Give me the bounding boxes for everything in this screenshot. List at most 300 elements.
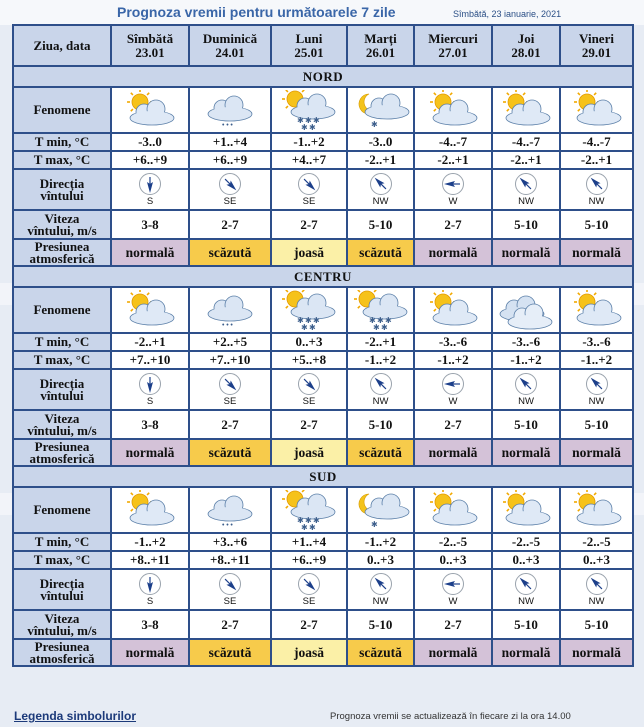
sun-cloud-snow-icon — [271, 287, 347, 333]
phenomena-label-text: Fenomene — [33, 302, 91, 317]
pressure-label-text: Presiunea — [34, 438, 90, 454]
compass-arrow-icon — [493, 172, 559, 196]
wind-speed-label — [13, 410, 111, 439]
svg-text:✱: ✱ — [305, 116, 312, 125]
tmin-value: 0..+3 — [271, 333, 347, 351]
wind-direction-row — [13, 169, 633, 210]
tmin-value: -4..-7 — [414, 133, 492, 151]
tmin-label-text: T min, °C — [34, 134, 90, 149]
wind-direction-text: SE — [302, 396, 316, 407]
wind-speed-row — [13, 610, 633, 639]
wind-direction-cell — [111, 169, 189, 210]
phenomena-label-text: Fenomene — [33, 502, 91, 517]
day-date: 24.01 — [215, 44, 245, 60]
svg-text:✱: ✱ — [384, 316, 392, 325]
compass-arrow-icon — [348, 372, 413, 396]
wind-speed-value: 5-10 — [347, 210, 414, 239]
compass-arrow-icon — [415, 172, 491, 196]
day-header — [189, 25, 271, 66]
tmax-value: -1..+2 — [347, 351, 414, 369]
wind-speed-value: 5-10 — [347, 410, 414, 439]
pressure-cell — [347, 439, 414, 466]
cloud-snow-light-icon — [189, 87, 271, 133]
corner-label: Ziua, data — [13, 25, 111, 66]
svg-text:✱: ✱ — [305, 516, 312, 525]
tmax-value: +5..+8 — [271, 351, 347, 369]
compass-arrow-icon — [112, 572, 188, 596]
pressure-cell — [414, 239, 492, 266]
region-title: NORD — [13, 66, 633, 87]
pressure-cell — [560, 439, 633, 466]
pressure-value: scăzută — [359, 644, 402, 660]
wind-speed-value: 2-7 — [189, 610, 271, 639]
wind-speed-value: 3-8 — [111, 610, 189, 639]
compass-arrow-icon — [348, 572, 413, 596]
wind-direction-label-text: Direcția — [39, 375, 85, 391]
wind-direction-text: NW — [372, 196, 389, 207]
tmin-value: -1..+2 — [111, 533, 189, 551]
wind-direction-cell — [414, 569, 492, 610]
legend-link[interactable]: Legenda simbolurilor — [14, 709, 137, 723]
wind-speed-label-text: Viteza — [44, 410, 80, 426]
svg-text:✱: ✱ — [305, 316, 312, 325]
wind-speed-label — [13, 610, 111, 639]
wind-direction-text: W — [448, 196, 458, 207]
compass-arrow-icon — [493, 572, 559, 596]
wind-speed-label-text: vîntului, m/s — [27, 422, 97, 438]
svg-text:• • •: • • • — [222, 121, 233, 129]
wind-direction-text: S — [146, 196, 154, 207]
phenomena-label — [13, 287, 111, 333]
tmax-value: 0..+3 — [492, 551, 560, 569]
pressure-cell — [111, 239, 189, 266]
wind-direction-label — [13, 169, 111, 210]
day-date: 28.01 — [511, 44, 541, 60]
sun-cloud-icon — [560, 487, 633, 533]
pressure-cell — [271, 639, 347, 666]
pressure-value: scăzută — [359, 444, 402, 460]
wind-speed-value: 2-7 — [414, 610, 492, 639]
tmax-value: -1..+2 — [414, 351, 492, 369]
sun-cloud-icon — [492, 87, 560, 133]
pressure-label-text: atmosferică — [29, 250, 95, 266]
region-row — [13, 266, 633, 287]
day-name: Miercuri — [428, 30, 478, 46]
svg-text:✱: ✱ — [370, 520, 378, 529]
pressure-cell — [189, 639, 271, 666]
pressure-value: joasă — [294, 244, 324, 260]
wind-speed-value: 5-10 — [560, 410, 633, 439]
sun-cloud-icon — [492, 487, 560, 533]
wind-direction-text: NW — [588, 596, 605, 607]
tmin-value: -2..-5 — [560, 533, 633, 551]
pressure-value: scăzută — [208, 644, 252, 660]
sun-cloud-icon — [414, 287, 492, 333]
pressure-cell — [111, 439, 189, 466]
wind-direction-cell — [492, 569, 560, 610]
tmin-value: -3..-6 — [560, 333, 633, 351]
tmax-value: +8..+11 — [189, 551, 271, 569]
pressure-cell — [492, 639, 560, 666]
forecast-table — [12, 24, 634, 667]
tmax-label — [13, 151, 111, 169]
pressure-value: normală — [501, 444, 551, 460]
forecast-date: Sîmbătă, 23 ianuarie, 2021 — [453, 9, 562, 19]
wind-speed-label-text: Viteza — [44, 610, 80, 626]
tmax-label — [13, 351, 111, 369]
sun-cloud-icon — [111, 287, 189, 333]
wind-direction-cell — [189, 569, 271, 610]
svg-text:✱: ✱ — [313, 116, 320, 125]
wind-direction-cell — [560, 169, 633, 210]
wind-direction-text: NW — [588, 396, 605, 407]
day-header — [111, 25, 189, 66]
region-title: SUD — [13, 466, 633, 487]
tmin-row — [13, 133, 633, 151]
wind-speed-label-text: Viteza — [44, 210, 80, 226]
svg-text:✱: ✱ — [297, 316, 304, 325]
pressure-value: normală — [428, 644, 478, 660]
pressure-cell — [560, 639, 633, 666]
wind-speed-value: 3-8 — [111, 410, 189, 439]
wind-direction-text: SE — [302, 196, 316, 207]
wind-speed-value: 5-10 — [560, 610, 633, 639]
wind-direction-cell — [560, 369, 633, 410]
tmax-value: +7..+10 — [189, 351, 271, 369]
region-title: CENTRU — [13, 266, 633, 287]
phenomena-row — [13, 287, 633, 333]
sun-cloud-icon — [111, 487, 189, 533]
pressure-cell — [271, 239, 347, 266]
tmax-value: +4..+7 — [271, 151, 347, 169]
wind-direction-row — [13, 569, 633, 610]
tmax-value: -2..+1 — [414, 151, 492, 169]
pressure-cell — [189, 239, 271, 266]
title-bar — [0, 0, 644, 25]
svg-text:✱: ✱ — [370, 120, 378, 129]
pressure-value: normală — [501, 244, 551, 260]
svg-text:✱: ✱ — [309, 523, 316, 530]
wind-speed-value: 5-10 — [560, 210, 633, 239]
pressure-cell — [414, 439, 492, 466]
tmax-row — [13, 351, 633, 369]
tmax-value: +8..+11 — [111, 551, 189, 569]
tmax-label-text: T max, °C — [33, 152, 91, 167]
tmin-value: -2..+1 — [111, 333, 189, 351]
pressure-cell — [347, 239, 414, 266]
wind-speed-value: 2-7 — [414, 210, 492, 239]
wind-direction-text: SE — [223, 196, 237, 207]
tmin-value: +1..+4 — [189, 133, 271, 151]
tmin-value: +1..+4 — [271, 533, 347, 551]
wind-direction-label-text: Direcția — [39, 175, 85, 191]
tmin-label-text: T min, °C — [34, 534, 90, 549]
day-date: 23.01 — [135, 44, 165, 60]
wind-speed-value: 5-10 — [492, 410, 560, 439]
wind-direction-label — [13, 369, 111, 410]
wind-speed-value: 2-7 — [271, 610, 347, 639]
wind-direction-text: NW — [518, 196, 534, 207]
compass-arrow-icon — [561, 572, 632, 596]
compass-arrow-icon — [348, 172, 413, 196]
svg-text:✱: ✱ — [297, 516, 304, 525]
compass-arrow-icon — [112, 172, 188, 196]
wind-direction-cell — [414, 169, 492, 210]
wind-speed-value: 2-7 — [189, 210, 271, 239]
pressure-value: normală — [125, 644, 175, 660]
wind-speed-value: 5-10 — [492, 610, 560, 639]
svg-text:✱: ✱ — [313, 516, 320, 525]
tmin-value: -3..-6 — [492, 333, 560, 351]
tmax-label-text: T max, °C — [33, 352, 91, 367]
day-header — [414, 25, 492, 66]
day-name: Marți — [364, 30, 397, 46]
tmax-label-text: T max, °C — [33, 552, 91, 567]
tmin-value: -4..-7 — [492, 133, 560, 151]
phenomena-label — [13, 487, 111, 533]
day-name: Sîmbătă — [126, 30, 174, 46]
update-note: Prognoza vremii se actualizează în fiecare zi la ora 14.00 — [330, 711, 571, 722]
tmin-value: -1..+2 — [271, 133, 347, 151]
day-header — [560, 25, 633, 66]
tmin-value: -3..0 — [111, 133, 189, 151]
tmin-label — [13, 533, 111, 551]
wind-direction-label-text: vîntului — [40, 187, 84, 203]
tmin-label — [13, 333, 111, 351]
compass-arrow-icon — [272, 372, 346, 396]
wind-direction-cell — [111, 369, 189, 410]
svg-text:✱: ✱ — [313, 316, 320, 325]
pressure-value: scăzută — [208, 244, 252, 260]
pressure-cell — [271, 439, 347, 466]
region-row — [13, 66, 633, 87]
wind-direction-cell — [492, 369, 560, 410]
pressure-label-text: atmosferică — [29, 650, 95, 666]
day-name: Luni — [295, 30, 323, 46]
compass-arrow-icon — [415, 372, 491, 396]
tmax-value: 0..+3 — [560, 551, 633, 569]
page-title: Prognoza vremii pentru următoarele 7 zile — [117, 4, 396, 20]
tmax-value: -2..+1 — [347, 151, 414, 169]
pressure-label — [13, 239, 111, 266]
tmin-row — [13, 533, 633, 551]
pressure-value: joasă — [294, 644, 324, 660]
compass-arrow-icon — [190, 172, 270, 196]
tmax-value: +6..+9 — [189, 151, 271, 169]
wind-speed-value: 2-7 — [414, 410, 492, 439]
moon-cloud-snow-icon — [347, 487, 414, 533]
svg-text:✱: ✱ — [372, 323, 380, 330]
wind-direction-cell — [492, 169, 560, 210]
phenomena-row — [13, 87, 633, 133]
tmax-value: 0..+3 — [414, 551, 492, 569]
compass-arrow-icon — [272, 572, 346, 596]
wind-direction-text: NW — [518, 396, 534, 407]
wind-direction-cell — [347, 369, 414, 410]
phenomena-label-text: Fenomene — [33, 102, 91, 117]
compass-arrow-icon — [112, 372, 188, 396]
pressure-value: normală — [572, 644, 621, 660]
wind-direction-cell — [271, 569, 347, 610]
svg-text:✱: ✱ — [376, 316, 384, 325]
sun-cloud-icon — [414, 487, 492, 533]
pressure-cell — [111, 639, 189, 666]
tmin-value: -1..+2 — [347, 533, 414, 551]
compass-arrow-icon — [561, 172, 632, 196]
compass-arrow-icon — [415, 572, 491, 596]
pressure-value: scăzută — [208, 444, 252, 460]
pressure-value: normală — [125, 444, 175, 460]
tmin-row — [13, 333, 633, 351]
wind-direction-label-text: vîntului — [40, 587, 84, 603]
sun-cloud-snow-icon — [347, 287, 414, 333]
compass-arrow-icon — [272, 172, 346, 196]
wind-direction-cell — [271, 369, 347, 410]
tmin-value: -3..-6 — [414, 333, 492, 351]
day-name: Joi — [517, 30, 535, 46]
pressure-label — [13, 439, 111, 466]
tmin-label-text: T min, °C — [34, 334, 90, 349]
pressure-cell — [189, 439, 271, 466]
day-date: 27.01 — [438, 44, 468, 60]
wind-direction-label-text: vîntului — [40, 387, 84, 403]
wind-direction-cell — [111, 569, 189, 610]
day-date: 29.01 — [581, 44, 612, 60]
sun-cloud-icon — [414, 87, 492, 133]
tmin-value: +2..+5 — [189, 333, 271, 351]
wind-direction-text: SE — [223, 596, 237, 607]
tmax-row — [13, 551, 633, 569]
svg-text:✱: ✱ — [368, 316, 376, 325]
pressure-row — [13, 239, 633, 266]
svg-text:✱: ✱ — [301, 123, 308, 130]
tmax-value: -1..+2 — [492, 351, 560, 369]
wind-direction-cell — [347, 169, 414, 210]
tmax-value: -2..+1 — [492, 151, 560, 169]
wind-direction-text: NW — [518, 596, 534, 607]
day-header — [347, 25, 414, 66]
pressure-value: normală — [125, 244, 175, 260]
pressure-value: joasă — [294, 444, 324, 460]
wind-direction-cell — [414, 369, 492, 410]
tmax-value: 0..+3 — [347, 551, 414, 569]
wind-direction-text: NW — [372, 596, 389, 607]
wind-direction-text: S — [146, 396, 154, 407]
sun-cloud-snow-icon — [271, 487, 347, 533]
pressure-cell — [414, 639, 492, 666]
tmax-row — [13, 151, 633, 169]
sun-cloud-icon — [111, 87, 189, 133]
compass-arrow-icon — [190, 372, 270, 396]
wind-direction-text: W — [448, 596, 458, 607]
phenomena-row — [13, 487, 633, 533]
phenomena-label — [13, 87, 111, 133]
svg-text:✱: ✱ — [297, 116, 304, 125]
tmax-value: -1..+2 — [560, 351, 633, 369]
tmax-value: +6..+9 — [111, 151, 189, 169]
wind-direction-text: NW — [372, 396, 389, 407]
wind-speed-value: 2-7 — [271, 210, 347, 239]
tmin-label — [13, 133, 111, 151]
svg-text:✱: ✱ — [301, 523, 308, 530]
day-header — [271, 25, 347, 66]
svg-text:✱: ✱ — [309, 123, 316, 130]
wind-direction-text: SE — [223, 396, 237, 407]
wind-direction-cell — [560, 569, 633, 610]
region-row — [13, 466, 633, 487]
day-header — [492, 25, 560, 66]
tmax-value: +6..+9 — [271, 551, 347, 569]
pressure-value: normală — [428, 444, 478, 460]
wind-speed-value: 3-8 — [111, 210, 189, 239]
wind-speed-value: 2-7 — [189, 410, 271, 439]
wind-speed-value: 5-10 — [347, 610, 414, 639]
svg-text:✱: ✱ — [309, 323, 316, 330]
wind-direction-cell — [271, 169, 347, 210]
wind-speed-label — [13, 210, 111, 239]
cloud-snow-light-icon — [189, 287, 271, 333]
wind-speed-value: 5-10 — [492, 210, 560, 239]
wind-direction-cell — [189, 169, 271, 210]
svg-text:✱: ✱ — [301, 323, 308, 330]
tmax-value: -2..+1 — [560, 151, 633, 169]
pressure-label-text: Presiunea — [34, 638, 90, 654]
pressure-label — [13, 639, 111, 666]
wind-speed-value: 2-7 — [271, 410, 347, 439]
compass-arrow-icon — [493, 372, 559, 396]
pressure-label-text: Presiunea — [34, 238, 90, 254]
cloud-icon — [492, 287, 560, 333]
pressure-value: scăzută — [359, 244, 402, 260]
pressure-row — [13, 439, 633, 466]
tmin-value: +3..+6 — [189, 533, 271, 551]
sun-cloud-icon — [560, 287, 633, 333]
wind-direction-text: SE — [302, 596, 316, 607]
header-row — [13, 25, 633, 66]
wind-direction-row — [13, 369, 633, 410]
wind-direction-text: W — [448, 396, 458, 407]
tmin-value: -2..-5 — [492, 533, 560, 551]
pressure-cell — [347, 639, 414, 666]
wind-speed-label-text: vîntului, m/s — [27, 222, 97, 238]
day-date: 26.01 — [365, 44, 396, 60]
pressure-cell — [492, 439, 560, 466]
wind-speed-label-text: vîntului, m/s — [27, 622, 97, 638]
tmin-value: -2..+1 — [347, 333, 414, 351]
wind-direction-text: NW — [588, 196, 605, 207]
pressure-value: normală — [501, 644, 551, 660]
tmin-value: -4..-7 — [560, 133, 633, 151]
wind-direction-text: S — [146, 596, 154, 607]
moon-cloud-snow-icon — [347, 87, 414, 133]
wind-direction-label — [13, 569, 111, 610]
pressure-row — [13, 639, 633, 666]
wind-direction-cell — [347, 569, 414, 610]
svg-text:✱: ✱ — [380, 323, 388, 330]
compass-arrow-icon — [190, 572, 270, 596]
cloud-snow-light-icon — [189, 487, 271, 533]
pressure-cell — [560, 239, 633, 266]
compass-arrow-icon — [561, 372, 632, 396]
day-name: Duminică — [202, 30, 258, 46]
tmax-value: +7..+10 — [111, 351, 189, 369]
wind-direction-cell — [189, 369, 271, 410]
pressure-cell — [492, 239, 560, 266]
svg-text:• • •: • • • — [222, 521, 233, 529]
tmin-value: -2..-5 — [414, 533, 492, 551]
tmin-value: -3..0 — [347, 133, 414, 151]
pressure-value: normală — [428, 244, 478, 260]
